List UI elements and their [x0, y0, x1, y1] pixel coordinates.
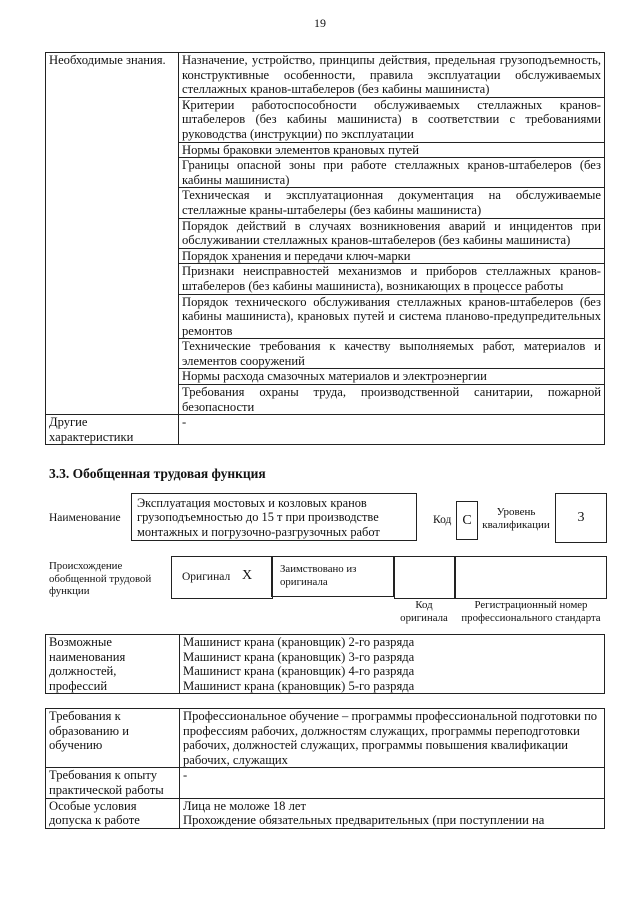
page-number: 19: [314, 16, 326, 30]
original-cell: [171, 556, 273, 599]
registration-number-caption: Регистрационный номер профессионального стандарта: [461, 599, 601, 624]
admission-value: [180, 798, 605, 828]
knowledge-item: Нормы браковки элементов крановых путей: [179, 142, 605, 158]
position-item: Машинист крана (крановщик) 3-го разряда: [183, 649, 415, 664]
experience-label: Требования к опыту практической работы: [46, 768, 180, 798]
registration-number-cell: [454, 556, 607, 599]
positions-table: [45, 634, 605, 694]
other-characteristics-label: Другие характеристики: [46, 415, 179, 445]
knowledge-item: Требования охраны труда, производственной санитарии, пожарной безопасности: [179, 385, 605, 415]
function-name-value: Эксплуатация мостовых и козловых кранов грузоподъемностью до 15 т при производстве монтажных и погрузочно-разгрузочных работ: [137, 496, 380, 539]
level-label: Уровень квалификации: [482, 506, 550, 531]
knowledge-item: Назначение, устройство, принципы действия, предельная грузоподъемность, конструктивные особенности, правила эксплуатации обслуживаемых стеллажных кранов-штабелеров (без кабины машиниста): [179, 53, 605, 98]
borrowed-label: Заимствовано из оригинала: [280, 563, 357, 588]
name-label: Наименование: [49, 512, 121, 524]
code-label: Код: [433, 514, 452, 526]
knowledge-label: Необходимые знания.: [46, 53, 179, 415]
knowledge-item: Границы опасной зоны при работе стеллажных кранов-штабелеров (без кабины машиниста): [179, 158, 605, 188]
knowledge-item: Нормы расхода смазочных материалов и электроэнергии: [179, 369, 605, 385]
knowledge-item: Техническая и эксплуатационная документация на обслуживаемые стеллажные краны-штабелеры (без кабины машиниста): [179, 188, 605, 218]
requirements-table: [45, 708, 605, 829]
education-label: Требования к образованию и обучению: [46, 709, 180, 768]
position-item: Машинист крана (крановщик) 4-го разряда: [183, 664, 415, 679]
positions-list: [180, 635, 605, 694]
knowledge-table: [45, 52, 605, 445]
section-heading: 3.3. Обобщенная трудовая функция: [49, 466, 266, 481]
code-value: C: [456, 501, 478, 540]
knowledge-item: Критерии работоспособности обслуживаемых стеллажных кранов-штабелеров (без кабины машиниста) в соответствии с требованиями руководства (инструкции) по эксплуатации: [179, 97, 605, 142]
position-item: Машинист крана (крановщик) 2-го разряда: [183, 635, 415, 649]
original-label: Оригинал: [182, 571, 231, 583]
admission-line: Лица не моложе 18 лет: [183, 798, 306, 813]
knowledge-item: Порядок хранения и передачи ключ-марки: [179, 248, 605, 264]
borrowed-cell: [271, 556, 394, 597]
function-name-box: [131, 493, 417, 541]
level-value: 3: [555, 493, 607, 543]
experience-value: -: [180, 768, 605, 798]
origin-label: Происхождение обобщенной трудовой функции: [49, 560, 152, 597]
admission-label: Особые условия допуска к работе: [46, 798, 180, 828]
original-code-cell: [394, 556, 456, 599]
original-mark: X: [242, 568, 253, 583]
admission-line: Прохождение обязательных предварительных (при поступлении на: [183, 813, 545, 828]
education-value: Профессиональное обучение – программы профессиональной подготовки по профессиям рабочих, должностям служащих, программы переподготовки рабочих, должностей служащих, программы повышения квалификации рабочих, служащих: [180, 709, 605, 768]
position-item: Машинист крана (крановщик) 5-го разряда: [183, 678, 415, 693]
knowledge-item: Признаки неисправностей механизмов и приборов стеллажных кранов-штабелеров (без кабины машиниста), возникающих в процессе работы: [179, 264, 605, 294]
positions-label: Возможные наименования должностей, профессий: [46, 635, 180, 694]
other-characteristics-value: -: [179, 415, 605, 445]
knowledge-item: Технические требования к качеству выполняемых работ, материалов и элементов сооружений: [179, 339, 605, 369]
knowledge-item: Порядок действий в случаях возникновения аварий и инцидентов при обслуживании стеллажных кранов-штабелеров (без кабины машиниста): [179, 218, 605, 248]
knowledge-item: Порядок технического обслуживания стеллажных кранов-штабелеров (без кабины машиниста), крановых путей и система планово-предупредительных ремонтов: [179, 294, 605, 339]
original-code-caption: Код оригинала: [400, 599, 448, 624]
